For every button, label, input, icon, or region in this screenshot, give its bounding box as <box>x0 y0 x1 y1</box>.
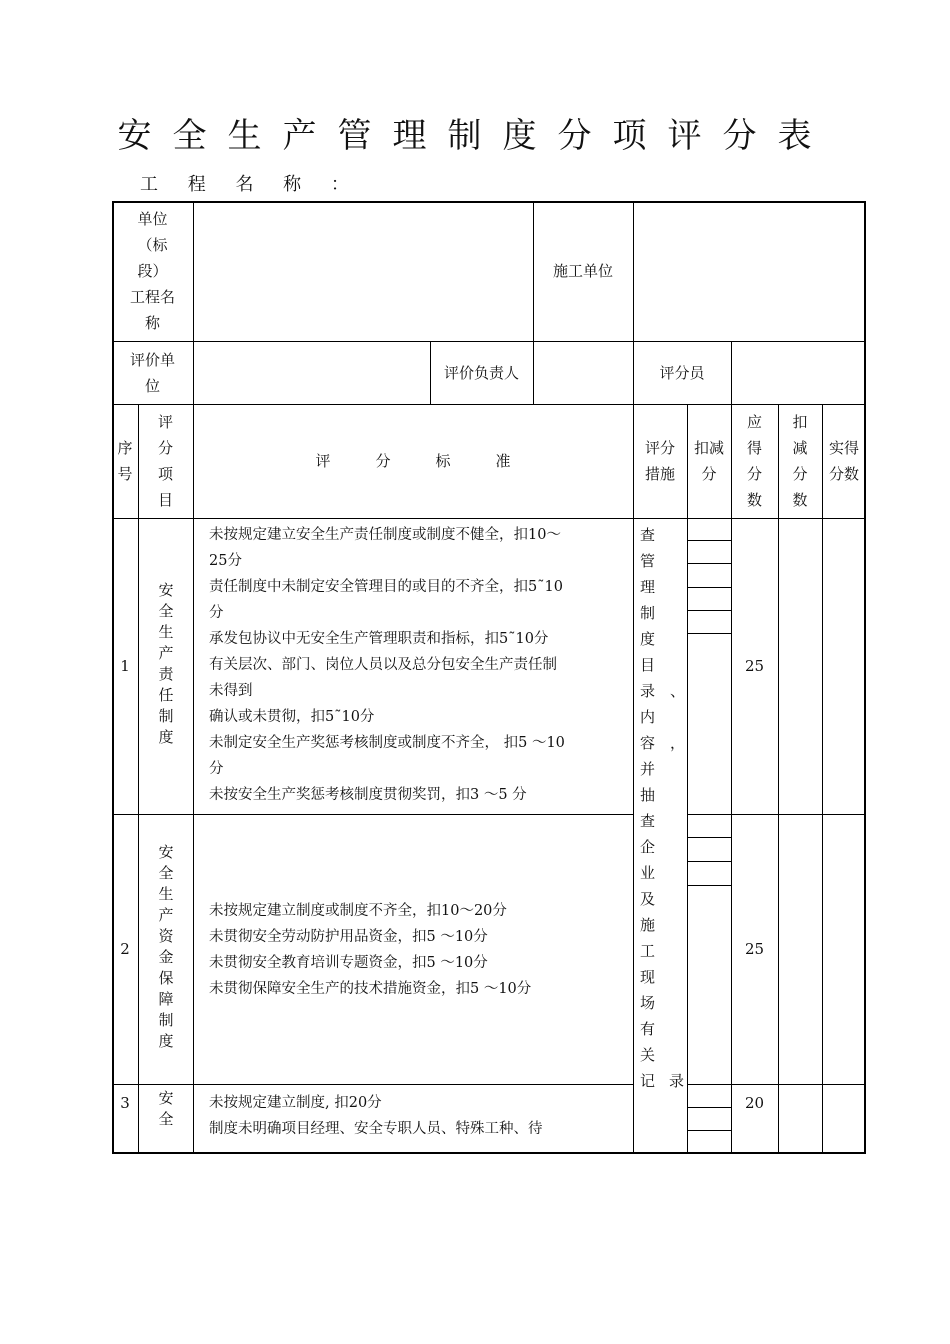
col-deduct-header: 扣减 分 <box>693 439 724 483</box>
deduct-rule <box>687 1084 731 1085</box>
scorer-label: 评分员 <box>659 363 705 382</box>
row2-actual-field[interactable] <box>823 815 865 1083</box>
project-name-label: 工 程 名 称 ： <box>140 174 361 195</box>
row2-seq: 2 <box>120 940 130 958</box>
row2-due: 25 <box>744 940 765 958</box>
unit-label: 单位 （标 段） 工程名 称 <box>129 210 175 332</box>
rule-h5 <box>112 1084 633 1085</box>
row1-actual-field[interactable] <box>823 519 865 813</box>
deduct-rule <box>687 814 731 815</box>
row2-item: 安全生产资金保障制度 <box>156 844 175 1054</box>
row1-item: 安全生产责任制度 <box>156 582 175 750</box>
deduct-rule <box>687 1107 731 1108</box>
eval-unit-label: 评价单 位 <box>129 350 175 395</box>
deduct-rule <box>687 1130 731 1131</box>
row1-seq: 1 <box>120 657 130 675</box>
row3-standards: 未按规定建立制度, 扣20分 制度未明确项目经理、安全专职人员、特殊工种、待 <box>209 1095 543 1137</box>
deduct-rule <box>687 633 731 634</box>
row3-item: 安全 <box>156 1090 175 1132</box>
deduct-rule <box>687 837 731 838</box>
deduct-rule <box>687 587 731 588</box>
score-measure-text: 查 管 理 制 度 目 录 、 内 容 ， 并 抽 查 企 业 及 施 工 现 场 有 关 记录 <box>640 526 686 1090</box>
deduct-rule <box>687 885 731 886</box>
col-actual-header: 实得 分数 <box>828 439 859 483</box>
deduct-rule <box>687 861 731 862</box>
contractor-label: 施工单位 <box>552 262 613 280</box>
row1-due: 25 <box>744 657 765 675</box>
col-due-header: 应 得 分 数 <box>746 413 762 509</box>
col-measure-header: 评分 措施 <box>644 439 675 483</box>
col-deduct-score-header: 扣 减 分 数 <box>792 413 808 509</box>
eval-lead-value-field[interactable] <box>534 342 632 403</box>
eval-unit-value-field[interactable] <box>194 342 429 403</box>
row3-actual-field[interactable] <box>823 1085 865 1152</box>
row2-deduct-score-field[interactable] <box>779 815 821 1083</box>
deduct-rule <box>687 610 731 611</box>
row2-standards: 未按规定建立制度或制度不齐全，扣10～20分 未贯彻安全劳动防护用品资金，扣5 ～10分 未贯彻安全教育培训专题资金，扣5 ～10分 未贯彻保障安全生产的技术措施资金，扣5 ～10分 <box>209 903 532 997</box>
page-title: 安全生产管理制度分项评分表 <box>117 116 833 156</box>
row3-seq: 3 <box>120 1094 130 1112</box>
row3-deduct-score-field[interactable] <box>779 1085 821 1152</box>
col-item-header: 评 分 项 目 <box>157 413 173 509</box>
deduct-rule <box>687 563 731 564</box>
deduct-rule <box>687 540 731 541</box>
row1-standards: 未按规定建立安全生产责任制度或制度不健全，扣10～ 25分 责任制度中未制定安全管理目的或目的不齐全，扣5˜10 分 承发包协议中无安全生产管理职责和指标，扣5˜10分 有关层次、部门、岗位人员以及总分包安全生产责任制 未得到 确认或未贯彻，扣5˜10分 未制定安全生产奖惩考核制度或制度不齐全， 扣5 ～10 分 未按安全生产奖惩考核制度贯彻奖罚，扣3 ～5 分 <box>209 527 565 803</box>
col-standard-header: 评 分 标 准 <box>315 452 511 470</box>
row3-due: 20 <box>744 1094 765 1112</box>
unit-value-field[interactable] <box>194 202 532 340</box>
col-seq-header: 序 号 <box>117 439 133 483</box>
row1-deduct-score-field[interactable] <box>779 519 821 813</box>
scorer-value-field[interactable] <box>732 342 865 403</box>
contractor-value-field[interactable] <box>634 202 865 340</box>
eval-lead-label: 评价负责人 <box>443 363 519 382</box>
